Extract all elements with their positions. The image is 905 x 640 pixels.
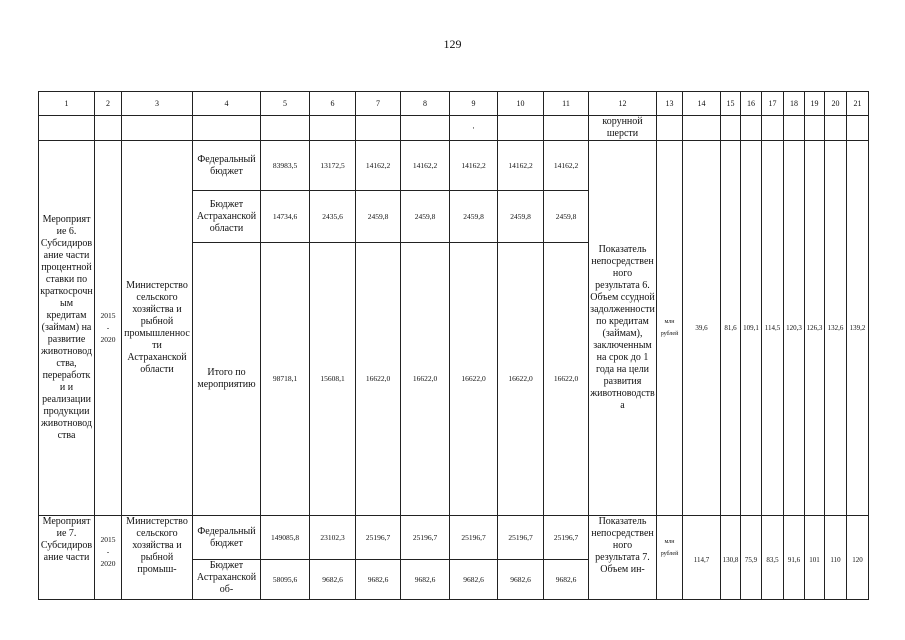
measure-6-period [95, 141, 122, 516]
amount-cell: 14162,2 [544, 141, 589, 191]
amount-cell: 2435,6 [310, 191, 356, 243]
amount-cell: 14162,2 [498, 141, 544, 191]
funding-source: Итого по мероприятию [193, 243, 261, 516]
period-from: 2015 [100, 311, 116, 320]
col-number: 13 [657, 92, 683, 116]
measure-7-period [95, 516, 122, 600]
measure-6-name: Мероприятие 6. Субсидирование части процентной ставки по краткосрочным кредитам (займам) на развитие животноводства, переработки и реализации продукции животноводства [39, 141, 95, 516]
amount-cell: 9682,6 [544, 560, 589, 600]
indicator-value: 114,7 [683, 516, 721, 600]
amount-cell: 16622,0 [498, 243, 544, 516]
amount-cell: 2459,8 [401, 191, 450, 243]
col-number: 7 [356, 92, 401, 116]
continuation-mark: · [450, 116, 498, 141]
col-number: 15 [721, 92, 741, 116]
indicator-value: 132,6 [825, 141, 847, 516]
measure-7-name: Мероприятие 7. Субсидирование части [39, 516, 95, 600]
measure-7-unit: млн рублей [657, 516, 683, 600]
col-number: 10 [498, 92, 544, 116]
continuation-row [39, 116, 869, 141]
amount-cell: 2459,8 [356, 191, 401, 243]
indicator-value: 83,5 [762, 516, 784, 600]
amount-cell: 14162,2 [450, 141, 498, 191]
measure-6-executor: Министерство сельского хозяйства и рыбной промышленности Астраханской области [122, 141, 193, 516]
funding-source: Федеральный бюджет [193, 141, 261, 191]
indicator-value: 109,1 [741, 141, 762, 516]
measure-7-federal-row [39, 516, 869, 560]
measure-7-indicator: Показатель непосредственного результата 7. Объем ин- [589, 516, 657, 600]
amount-cell: 16622,0 [450, 243, 498, 516]
funding-source: Федеральный бюджет [193, 516, 261, 560]
col-number: 6 [310, 92, 356, 116]
amount-cell: 25196,7 [544, 516, 589, 560]
col-number: 21 [847, 92, 869, 116]
amount-cell: 25196,7 [498, 516, 544, 560]
amount-cell: 15608,1 [310, 243, 356, 516]
measure-6-unit: млн рублей [657, 141, 683, 516]
indicator-value: 120,3 [784, 141, 805, 516]
amount-cell: 25196,7 [401, 516, 450, 560]
col-number: 4 [193, 92, 261, 116]
amount-cell: 14162,2 [401, 141, 450, 191]
indicator-value: 91,6 [784, 516, 805, 600]
funding-source: Бюджет Астраханской об- [193, 560, 261, 600]
col-number: 8 [401, 92, 450, 116]
indicator-value: 81,6 [721, 141, 741, 516]
amount-cell: 9682,6 [450, 560, 498, 600]
col-number: 3 [122, 92, 193, 116]
period-to: 2020 [100, 559, 116, 568]
amount-cell: 9682,6 [356, 560, 401, 600]
amount-cell: 2459,8 [498, 191, 544, 243]
indicator-value: 39,6 [683, 141, 721, 516]
amount-cell: 14162,2 [356, 141, 401, 191]
indicator-value: 110 [825, 516, 847, 600]
col-number: 1 [39, 92, 95, 116]
col-number: 11 [544, 92, 589, 116]
period-dash: - [106, 547, 110, 556]
amount-cell: 83983,5 [261, 141, 310, 191]
amount-cell: 58095,6 [261, 560, 310, 600]
amount-cell: 13172,5 [310, 141, 356, 191]
col-number: 18 [784, 92, 805, 116]
column-number-row [39, 92, 869, 116]
col-number: 20 [825, 92, 847, 116]
col-number: 5 [261, 92, 310, 116]
amount-cell: 9682,6 [310, 560, 356, 600]
amount-cell: 9682,6 [498, 560, 544, 600]
col-number: 14 [683, 92, 721, 116]
indicator-value: 114,5 [762, 141, 784, 516]
amount-cell: 16622,0 [401, 243, 450, 516]
col-number: 19 [805, 92, 825, 116]
amount-cell: 25196,7 [356, 516, 401, 560]
measure-6-indicator: Показатель непосредственного результата 6. Объем ссудной задолженности по кредитам (займам), заключенным на срок до 1 года на цели развития животноводства [589, 141, 657, 516]
col-number: 12 [589, 92, 657, 116]
continuation-indicator-text: корунной шерсти [589, 116, 657, 141]
indicator-value: 139,2 [847, 141, 869, 516]
col-number: 2 [95, 92, 122, 116]
measure-7-executor: Министерство сельского хозяйства и рыбной промыш- [122, 516, 193, 600]
col-number: 17 [762, 92, 784, 116]
indicator-value: 130,8 [721, 516, 741, 600]
program-table [38, 91, 869, 600]
indicator-value: 75,9 [741, 516, 762, 600]
amount-cell: 14734,6 [261, 191, 310, 243]
amount-cell: 9682,6 [401, 560, 450, 600]
period-from: 2015 [100, 535, 116, 544]
funding-source: Бюджет Астраханской области [193, 191, 261, 243]
period-to: 2020 [100, 335, 116, 344]
amount-cell: 2459,8 [450, 191, 498, 243]
indicator-value: 101 [805, 516, 825, 600]
measure-6-federal-row [39, 141, 869, 191]
indicator-value: 120 [847, 516, 869, 600]
amount-cell: 16622,0 [356, 243, 401, 516]
amount-cell: 2459,8 [544, 191, 589, 243]
amount-cell: 25196,7 [450, 516, 498, 560]
indicator-value: 126,3 [805, 141, 825, 516]
amount-cell: 16622,0 [544, 243, 589, 516]
amount-cell: 23102,3 [310, 516, 356, 560]
amount-cell: 149085,8 [261, 516, 310, 560]
col-number: 9 [450, 92, 498, 116]
col-number: 16 [741, 92, 762, 116]
period-dash: - [106, 323, 110, 332]
page-number: 129 [443, 37, 462, 51]
amount-cell: 98718,1 [261, 243, 310, 516]
